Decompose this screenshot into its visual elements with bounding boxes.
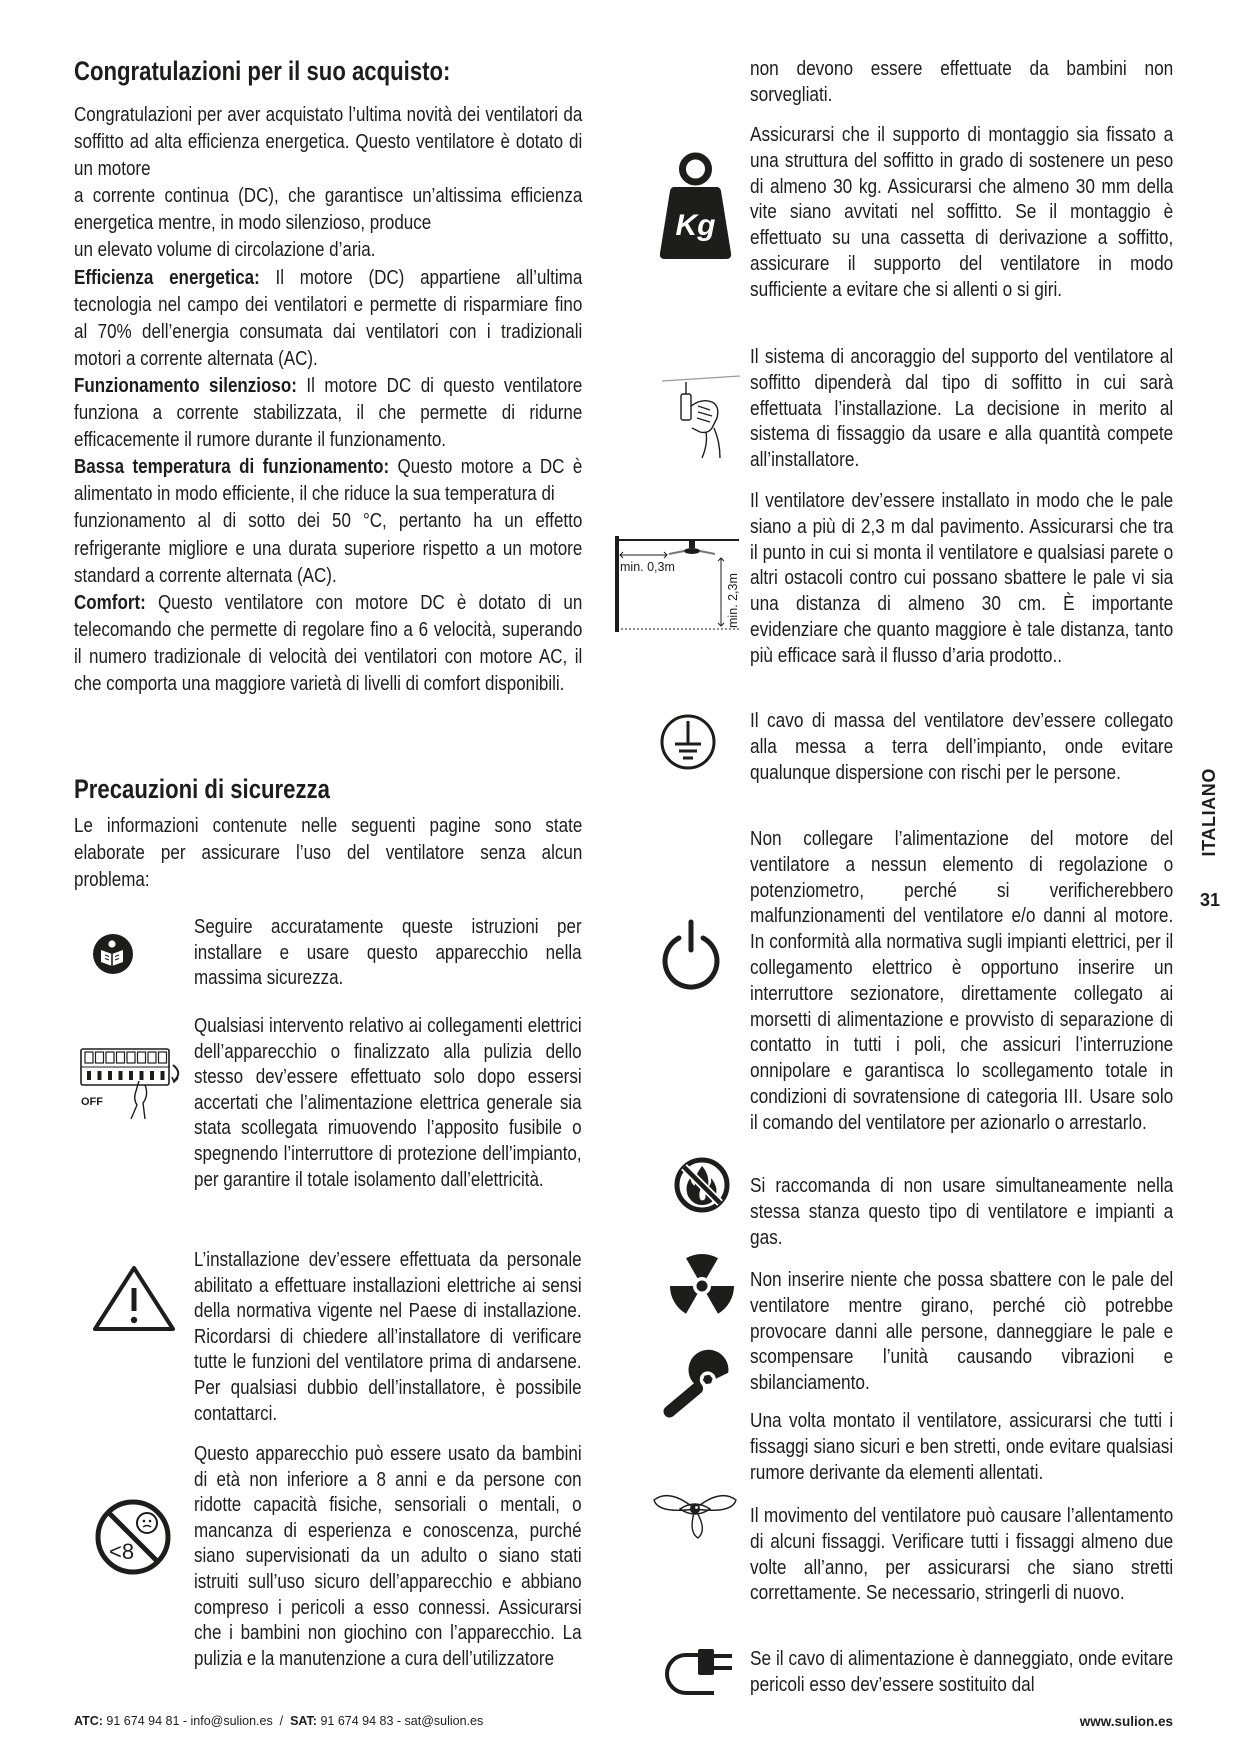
safety-item-grounding: Il cavo di massa del ventilatore dev’essere collegato alla messa a terra dell’impianto, onde evitare qualunque dispersione con rischi per le persone.: [750, 710, 1174, 784]
feature-text: Questo motore a DC è alimentato in modo efficiente, il che riduce la sua temperatura di: [74, 456, 583, 506]
sat-contact: 91 674 94 83 - sat@sulion.es: [320, 1714, 484, 1728]
atc-contact: 91 674 94 81 - info@sulion.es: [106, 1714, 273, 1728]
safety-item-installation: L’installazione dev’essere effettuata da personale abilitato a effettuare installazioni elettriche ai sensi della normativa vigente nel Paese di installazione. Ricordarsi di chiedere all’installatore di verificare tutte le funzioni del ventilatore prima di andarsene. Per qualsiasi dubbio dell’installatore, è possibile contattarci.: [194, 1249, 582, 1425]
manual-icon: [92, 933, 134, 975]
page-title: Congratulazioni per il suo acquisto:: [74, 56, 451, 86]
page-number: 31: [1199, 890, 1221, 910]
feature-text: Il motore DC di questo ventilatore funziona a corrente stabilizzata, il che permette di ridurne efficacemente il rumore durante il funzionamento.: [74, 374, 583, 452]
intro-paragraph-line: a corrente continua (DC), che garantisce un’altissima efficienza energetica mentre, in modo silenzioso, produce: [74, 185, 583, 235]
ground-icon: [660, 711, 716, 773]
footer-website: www.sulion.es: [1079, 1714, 1173, 1729]
safety-item-children-continued: non devono essere effettuate da bambini non sorvegliati.: [750, 58, 1174, 106]
breaker-off-label: OFF: [81, 1096, 103, 1108]
footer-separator: /: [279, 1714, 284, 1728]
warning-icon: [92, 1264, 176, 1332]
language-tab: ITALIANO: [1199, 768, 1219, 857]
intro-paragraph-line: Congratulazioni per aver acquistato l’ultima novità dei ventilatori da soffitto ad alta efficienza energetica. Questo ventilatore è dotato di un motore: [74, 104, 583, 181]
safety-item-anchoring: Il sistema di ancoraggio del supporto del ventilatore al soffitto dipenderà dal tipo di soffitto in cui sarà effettuata l’installazione. La decisione in merito al sistema di fissaggio da usare e alla quantità compete all’installatore.: [750, 346, 1174, 472]
footer-contacts: [74, 1714, 483, 1728]
atc-label: ATC:: [74, 1714, 103, 1728]
safety-title: Precauzioni di sicurezza: [74, 774, 330, 804]
fan-blades-icon: [665, 1252, 739, 1320]
feature-text: Questo ventilatore con motore DC è dotato di un telecomando che permette di regolare fino a 6 velocità, superando il numero tradizionale di velocità dei ventilatori con motore AC, il che comporta una maggiore varietà di livelli di comfort disponibili.: [74, 591, 583, 695]
wrench-icon: [654, 1354, 733, 1427]
safety-item-blades: Non inserire niente che possa sbattere con le pale del ventilatore mentre girano, perché ciò potrebbe provocare danni alle persone, danneggiare le pale e scompensare l’unità causando vibrazioni e sbilanciamento.: [750, 1269, 1174, 1395]
safety-item-children: Questo apparecchio può essere usato da bambini di età non inferiore a 8 anni e da persone con ridotte capacità fisiche, sensoriali o mentali, o mancanza di esperienza e conoscenza, purché siano supervisionati da un adulto o siano stati istruiti sull’uso sicuro dell’apparecchio e abbiano compreso i pericoli a esso connessi. Assicurarsi che i bambini non giochino con l’apparecchio. La pulizia e la manutenzione a cura dell’utilizzatore: [194, 1443, 582, 1670]
safety-item-instructions: Seguire accuratamente queste istruzioni per installare e usare questo apparecchio nella massima sicurezza.: [194, 916, 582, 990]
intro-paragraph-line: un elevato volume di circolazione d’aria.: [74, 239, 376, 262]
age-limit-label: <8: [109, 1539, 135, 1564]
safety-item-mount-weight: Assicurarsi che il supporto di montaggio sia fissato a una struttura del soffitto in grado di sostenere un peso di almeno 30 kg. Assicurarsi che almeno 30 mm della vite siano avvitati nel soffitto. Se il montaggio è effettuato su una cassetta di derivazione a soffitto, assicurare il supporto del ventilatore in modo sufficiente a evitare che si allenti o si giri.: [750, 124, 1174, 301]
safety-item-power-supply: Non collegare l’alimentazione del motore del ventilatore a nessun elemento di regolazione o potenziometro, perché si verificherebbero malfunzionamenti del ventilatore e/o danni al motore. In conformità alla normativa sugli impianti elettrici, per il collegamento elettrico è opportuno inserire un interruttore sezionatore, direttamente collegato ai morsetti di alimentazione e provvisto di separazione di contatto in tutti i poli, che assicuri l’interruzione onnipolare e garantisca lo scollegamento totale in condizioni di sovratensione di categoria III. Usare solo il comando del ventilatore per azionarlo o arrestarlo.: [750, 828, 1174, 1134]
feature-lead: Efficienza energetica:: [74, 266, 260, 289]
fan-inspection-icon: [650, 1478, 740, 1540]
feature-silent-operation: [74, 373, 582, 454]
safety-item-cable: Se il cavo di alimentazione è danneggiato, onde evitare pericoli esso dev’essere sostituito dal: [750, 1648, 1174, 1696]
power-icon: [660, 919, 722, 987]
clearance-diagram-icon: [611, 536, 741, 632]
clearance-horizontal-label: min. 0,3m: [620, 560, 675, 574]
congratulations-body: [74, 102, 582, 698]
sat-label: SAT:: [290, 1714, 317, 1728]
weight-label: Kg: [675, 209, 716, 242]
no-children-icon: [93, 1497, 173, 1577]
power-cable-icon: [660, 1641, 738, 1703]
clearance-vertical-label: min. 2,3m: [726, 573, 740, 628]
no-flame-icon: [671, 1156, 733, 1214]
safety-item-gas: Si raccomanda di non usare simultaneamente nella stessa stanza questo tipo di ventilatore e impianti a gas.: [750, 1175, 1174, 1249]
feature-lead: Funzionamento silenzioso:: [74, 374, 297, 397]
safety-item-electrical: Qualsiasi intervento relativo ai collegamenti elettrici dell’apparecchio o finalizzato alla pulizia dello stesso dev’essere effettuato solo dopo essersi accertati che l’alimentazione elettrica generale sia stata scollegata rimuovendo l’apposito fusibile o spegnendo l’interruttore di protezione dell’impianto, per garantire il totale isolamento dall’elettricità.: [194, 1015, 582, 1191]
feature-lead: Comfort:: [74, 591, 146, 614]
feature-comfort: [74, 590, 582, 698]
feature-text: Il motore (DC) appartiene all’ultima tecnologia nel campo dei ventilatori e permette di risparmiare fino al 70% dell’energia consumata dai ventilatori con i tradizionali motori a corrente alternata (AC).: [74, 266, 583, 370]
safety-item-clearance: Il ventilatore dev’essere installato in modo che le pale siano a più di 2,3 m dal pavimento. Assicurarsi che tra il punto in cui si monta il ventilatore e qualsiasi parete o altri ostacoli contro cui possano sbattere le pale vi sia una distanza di almeno 30 cm. È importante evidenziare che quanto maggiore è tale distanza, tanto più efficace sarà il flusso d’aria prodotto..: [750, 490, 1174, 667]
safety-item-fixings: Una volta montato il ventilatore, assicurarsi che tutti i fissaggi siano sicuri e ben stretti, onde evitare qualsiasi rumore derivante da elementi allentati.: [750, 1410, 1174, 1484]
ceiling-anchor-icon: [662, 372, 740, 462]
feature-low-temperature-continuation: funzionamento al di sotto dei 50 °C, pertanto ha un effetto refrigerante migliore e una durata superiore rispetto a un motore standard a corrente alternata (AC).: [74, 510, 583, 587]
feature-low-temperature: [74, 454, 582, 508]
weight-icon: [658, 147, 733, 265]
feature-energy-efficiency: [74, 265, 582, 373]
safety-intro: Le informazioni contenute nelle seguenti pagine sono state elaborate per assicurare l’uso del ventilatore senza alcun problema:: [74, 815, 583, 891]
feature-lead: Bassa temperatura di funzionamento:: [74, 456, 390, 479]
circuit-breaker-icon: [79, 1043, 186, 1119]
safety-item-maintenance: Il movimento del ventilatore può causare l’allentamento di alcuni fissaggi. Verificare tutti i fissaggi almeno due volte all’anno, per assicurarsi che siano stretti correttamente. Se necessario, stringerli di nuovo.: [750, 1505, 1174, 1605]
